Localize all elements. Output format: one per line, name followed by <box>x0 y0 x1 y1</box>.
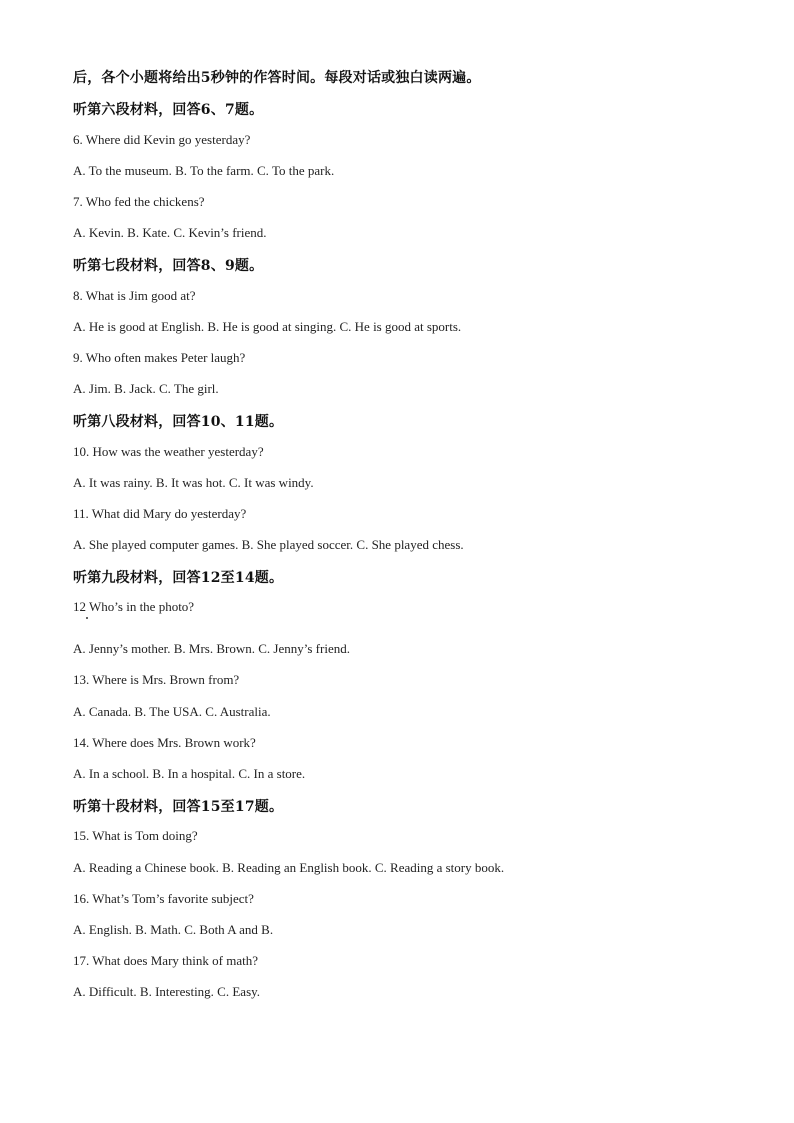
section-heading-10: 听第十段材料，回答15至17题。 <box>73 799 284 815</box>
options-6: A. To the museum. B. To the farm. C. To the park. <box>73 163 335 178</box>
options-11: A. She played computer games. B. She played soccer. C. She played chess. <box>73 537 464 552</box>
question-10: 10. How was the weather yesterday? <box>73 444 264 459</box>
question-9: 9. Who often makes Peter laugh? <box>73 350 246 365</box>
options-9: A. Jim. B. Jack. C. The girl. <box>73 381 219 396</box>
question-15: 15. What is Tom doing? <box>73 828 198 843</box>
options-15: A. Reading a Chinese book. B. Reading an English book. C. Reading a story book. <box>73 860 505 875</box>
question-8: 8. What is Jim good at? <box>73 288 196 303</box>
question-17: 17. What does Mary think of math? <box>73 953 258 968</box>
question-7: 7. Who fed the chickens? <box>73 194 205 209</box>
options-8: A. He is good at English. B. He is good at singing. C. He is good at sports. <box>73 319 462 334</box>
options-7: A. Kevin. B. Kate. C. Kevin’s friend. <box>73 225 267 240</box>
options-16: A. English. B. Math. C. Both A and B. <box>73 922 274 937</box>
options-14: A. In a school. B. In a hospital. C. In a store. <box>73 766 306 781</box>
intro-instruction: 后，各个小题将给出5秒钟的作答时间。每段对话或独白读两遍。 <box>73 70 481 86</box>
options-12: A. Jenny’s mother. B. Mrs. Brown. C. Jenny’s friend. <box>73 641 350 656</box>
options-17: A. Difficult. B. Interesting. C. Easy. <box>73 984 261 999</box>
question-6: 6. Where did Kevin go yesterday? <box>73 132 251 147</box>
question-16: 16. What’s Tom’s favorite subject? <box>73 891 254 906</box>
options-10: A. It was rainy. B. It was hot. C. It was windy. <box>73 475 314 490</box>
question-11: 11. What did Mary do yesterday? <box>73 506 247 521</box>
stray-dot-mark <box>86 617 88 619</box>
section-heading-9: 听第九段材料，回答12至14题。 <box>73 570 284 586</box>
question-12: 12 Who’s in the photo? <box>73 599 195 614</box>
question-14: 14. Where does Mrs. Brown work? <box>73 735 256 750</box>
options-13: A. Canada. B. The USA. C. Australia. <box>73 704 271 719</box>
section-heading-7: 听第七段材料，回答8、9题。 <box>73 258 264 274</box>
section-heading-6: 听第六段材料，回答6、7题。 <box>73 102 264 118</box>
section-heading-8: 听第八段材料，回答10、11题。 <box>73 414 284 430</box>
question-13: 13. Where is Mrs. Brown from? <box>73 672 240 687</box>
